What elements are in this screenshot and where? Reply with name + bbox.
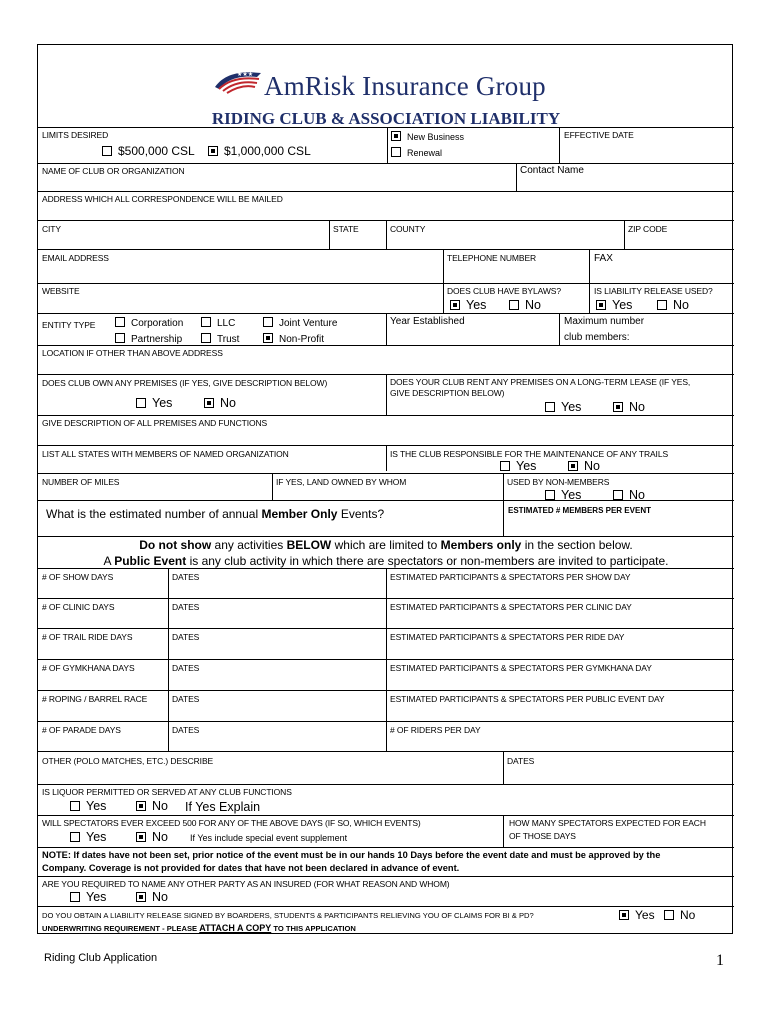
land-owner-label: IF YES, LAND OWNED BY WHOM (276, 477, 407, 487)
trails-no[interactable]: No (568, 459, 600, 473)
checkbox[interactable] (208, 146, 218, 156)
release-yes[interactable]: Yes (596, 298, 632, 312)
phone-label: TELEPHONE NUMBER (447, 253, 537, 263)
trails-yes[interactable]: Yes (500, 459, 536, 473)
checkbox[interactable] (70, 892, 80, 902)
premises-own-label: DOES CLUB OWN ANY PREMISES (IF YES, GIVE DESCRIPTION BELOW) (42, 378, 328, 388)
miles-label: NUMBER OF MILES (42, 477, 120, 487)
event-days-label: # OF TRAIL RIDE DAYS (42, 632, 133, 642)
event-days-label: # OF CLINIC DAYS (42, 602, 115, 612)
trails-label: IS THE CLUB RESPONSIBLE FOR THE MAINTENANCE OF ANY TRAILS (390, 449, 669, 459)
event-days-label: # ROPING / BARREL RACE (42, 694, 148, 704)
additional-insured-label: ARE YOU REQUIRED TO NAME ANY OTHER PARTY AS AN INSURED (FOR WHAT REASON AND WHOM) (42, 879, 450, 889)
notice-line-2: A Public Event is any club activity in which there are spectators or non-members are invited to participate. (103, 554, 669, 568)
checkbox[interactable] (450, 300, 460, 310)
event-days-label: # OF PARADE DAYS (42, 725, 121, 735)
release-no[interactable]: No (657, 298, 689, 312)
other-dates-label: DATES (507, 756, 535, 766)
non-members-label: USED BY NON-MEMBERS (507, 477, 610, 487)
non-members-no[interactable]: No (613, 488, 645, 502)
release-q-yes[interactable]: Yes (619, 908, 655, 922)
non-members-yes[interactable]: Yes (545, 488, 581, 502)
event-days-label: # OF SHOW DAYS (42, 572, 114, 582)
checkbox[interactable] (664, 910, 674, 920)
checkbox[interactable] (509, 300, 519, 310)
underwriting-requirement: UNDERWRITING REQUIREMENT - PLEASE ATTACH A COPY TO THIS APPLICATION (42, 923, 356, 933)
renewal[interactable]: Renewal (391, 147, 442, 158)
additional-insured-yes[interactable]: Yes (70, 890, 106, 904)
checkbox[interactable] (500, 461, 510, 471)
effective-date-label: EFFECTIVE DATE (564, 130, 634, 140)
checkbox[interactable] (657, 300, 667, 310)
event-estimate-label: ESTIMATED PARTICIPANTS & SPECTATORS PER SHOW DAY (390, 572, 631, 582)
spectators-label: WILL SPECTATORS EVER EXCEED 500 FOR ANY OF THE ABOVE DAYS (IF SO, WHICH EVENTS) (42, 818, 421, 828)
limits-label: LIMITS DESIRED (42, 130, 109, 140)
event-estimate-label: ESTIMATED PARTICIPANTS & SPECTATORS PER PUBLIC EVENT DAY (390, 694, 665, 704)
checkbox[interactable] (201, 317, 211, 327)
event-dates-label: DATES (172, 602, 200, 612)
release-question: DO YOU OBTAIN A LIABILITY RELEASE SIGNED BY BOARDERS, STUDENTS & PARTICIPANTS RELIEVING YOU OF CLAIMS FOR BI & PD? (42, 911, 534, 920)
checkbox[interactable] (102, 146, 112, 156)
entity-type-label: ENTITY TYPE (42, 320, 96, 330)
event-estimate-label: ESTIMATED PARTICIPANTS & SPECTATORS PER RIDE DAY (390, 632, 625, 642)
entity-non-profit[interactable]: Non-Profit (263, 333, 324, 345)
event-dates-label: DATES (172, 725, 200, 735)
club-name-label: NAME OF CLUB OR ORGANIZATION (42, 166, 185, 176)
bylaws-no[interactable]: No (509, 298, 541, 312)
spectators-yes[interactable]: Yes (70, 830, 106, 844)
event-estimate-label: ESTIMATED PARTICIPANTS & SPECTATORS PER GYMKHANA DAY (390, 663, 652, 673)
checkbox[interactable] (70, 801, 80, 811)
attach-copy-link: ATTACH A COPY (199, 923, 272, 933)
checkbox[interactable] (545, 490, 555, 500)
checkbox[interactable] (136, 832, 146, 842)
company-name: AmRisk Insurance Group (264, 71, 546, 101)
checkbox[interactable] (201, 333, 211, 343)
premises-own-no[interactable]: No (204, 396, 236, 410)
checkbox[interactable] (391, 147, 401, 157)
limit-500k[interactable]: $500,000 CSL (102, 144, 195, 158)
contact-name-label: Contact Name (520, 165, 584, 176)
county-label: COUNTY (390, 224, 426, 234)
bylaws-yes[interactable]: Yes (450, 298, 486, 312)
premises-rent-label-1: DOES YOUR CLUB RENT ANY PREMISES ON A LONG-TERM LEASE (IF YES, (390, 377, 691, 387)
other-label: OTHER (POLO MATCHES, ETC.) DESCRIBE (42, 756, 214, 766)
liquor-yes[interactable]: Yes (70, 799, 106, 813)
release-q-no[interactable]: No (664, 908, 695, 922)
address-label: ADDRESS WHICH ALL CORRESPONDENCE WILL BE MAILED (42, 194, 283, 204)
event-dates-label: DATES (172, 663, 200, 673)
email-label: EMAIL ADDRESS (42, 253, 109, 263)
checkbox[interactable] (115, 317, 125, 327)
states-label: LIST ALL STATES WITH MEMBERS OF NAMED ORGANIZATION (42, 449, 289, 459)
checkbox[interactable] (204, 398, 214, 408)
form-title: RIDING CLUB & ASSOCIATION LIABILITY (211, 109, 561, 128)
svg-text:★★★: ★★★ (237, 72, 254, 78)
checkbox[interactable] (115, 333, 125, 343)
event-dates-label: DATES (172, 632, 200, 642)
liquor-explain: If Yes Explain (185, 800, 261, 814)
premises-own-yes[interactable]: Yes (136, 396, 172, 410)
entity-joint-venture[interactable]: Joint Venture (263, 317, 337, 329)
event-dates-label: DATES (172, 694, 200, 704)
note-line-2: Company. Coverage is not provided for dates that have not been declared in advance of event. (42, 863, 460, 873)
flag-logo-icon (211, 67, 263, 95)
release-used-label: IS LIABILITY RELEASE USED? (594, 286, 713, 296)
checkbox[interactable] (263, 333, 273, 343)
checkbox[interactable] (613, 402, 623, 412)
member-events-question: What is the estimated number of annual Member Only Events? (46, 507, 385, 521)
event-estimate-label: # OF RIDERS PER DAY (390, 725, 481, 735)
premises-rent-no[interactable]: No (613, 400, 645, 414)
premises-rent-label-2: GIVE DESCRIPTION BELOW) (390, 388, 505, 398)
est-members-label: ESTIMATED # MEMBERS PER EVENT (508, 506, 651, 515)
notice-line-1: Do not show any activities BELOW which are limited to Members only in the section below. (139, 538, 633, 552)
event-dates-label: DATES (172, 572, 200, 582)
entity-llc[interactable]: LLC (201, 317, 235, 329)
year-established-label: Year Established (390, 316, 465, 327)
checkbox[interactable] (136, 892, 146, 902)
event-days-label: # OF GYMKHANA DAYS (42, 663, 135, 673)
entity-partnership[interactable]: Partnership (115, 333, 182, 345)
max-members-label-1: Maximum number (564, 316, 645, 327)
premises-description-label: GIVE DESCRIPTION OF ALL PREMISES AND FUNCTIONS (42, 418, 268, 428)
liquor-label: IS LIQUOR PERMITTED OR SERVED AT ANY CLUB FUNCTIONS (42, 787, 292, 797)
checkbox[interactable] (136, 398, 146, 408)
checkbox[interactable] (136, 801, 146, 811)
website-label: WEBSITE (42, 286, 80, 296)
form-page (37, 44, 733, 934)
additional-insured-no[interactable]: No (136, 890, 168, 904)
liquor-no[interactable]: No (136, 799, 168, 813)
state-label: STATE (333, 224, 359, 234)
checkbox[interactable] (70, 832, 80, 842)
page-number: 1 (716, 952, 724, 969)
note-line-1: NOTE: If dates have not been set, prior notice of the event must be in our hands 10 Days before the event date and must be approved by the (42, 850, 661, 860)
fax-label: FAX (594, 253, 613, 264)
checkbox[interactable] (545, 402, 555, 412)
how-many-label-1: HOW MANY SPECTATORS EXPECTED FOR EACH (509, 818, 706, 828)
limit-1m[interactable]: $1,000,000 CSL (208, 144, 311, 158)
location-label: LOCATION IF OTHER THAN ABOVE ADDRESS (42, 348, 223, 358)
city-label: CITY (42, 224, 61, 234)
checkbox[interactable] (568, 461, 578, 471)
premises-rent-yes[interactable]: Yes (545, 400, 581, 414)
bylaws-label: DOES CLUB HAVE BYLAWS? (447, 286, 562, 296)
checkbox[interactable] (596, 300, 606, 310)
checkbox[interactable] (391, 131, 401, 141)
max-members-label-2: club members: (564, 332, 630, 343)
how-many-label-2: OF THOSE DAYS (509, 831, 576, 841)
checkbox[interactable] (613, 490, 623, 500)
new-business[interactable]: New Business (391, 131, 464, 142)
event-estimate-label: ESTIMATED PARTICIPANTS & SPECTATORS PER CLINIC DAY (390, 602, 632, 612)
checkbox[interactable] (619, 910, 629, 920)
footer-label: Riding Club Application (44, 952, 158, 964)
spectators-no[interactable]: No (136, 830, 168, 844)
zip-label: ZIP CODE (628, 224, 668, 234)
entity-trust[interactable]: Trust (201, 333, 239, 345)
spectators-note: If Yes include special event supplement (190, 833, 348, 843)
entity-corporation[interactable]: Corporation (115, 317, 183, 329)
checkbox[interactable] (263, 317, 273, 327)
